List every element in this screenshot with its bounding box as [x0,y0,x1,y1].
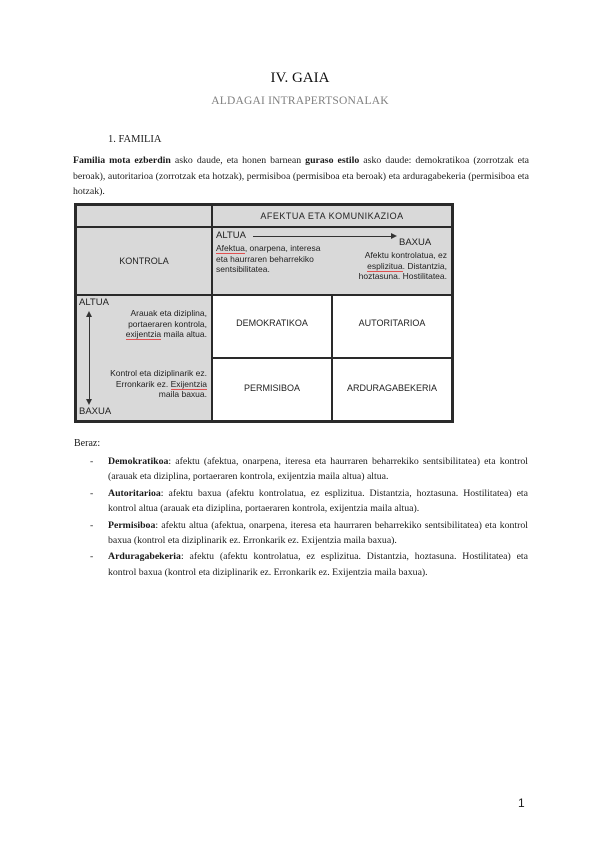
list-dash: - [90,487,94,499]
cell-demokratikoa-label: DEMOKRATIKOA [236,318,308,328]
beraz-label: Beraz: [74,438,101,449]
styles-list [90,454,528,581]
control-high-a: Arauak eta diziplina, portaeraren kontrola, [128,308,207,329]
intro-bold-2: guraso estilo [305,155,360,166]
control-low-word: Exijentzia [170,378,207,389]
cell-demokratikoa [213,296,331,357]
affect-low-label: BAXUA [399,237,432,248]
affect-low-b: . Distantzia, hoztasuna. Hostilitatea. [358,260,447,281]
list-item-text: : afektu (afektua, onarpena, iteresa eta haurraren beharrekiko sentsibilitatea) eta kontrol (arauak eta diziplina, portaeraren kontrola, exijentzia maila altua) altua. [108,456,528,483]
control-scale-cell [77,296,211,420]
cell-autoritarioa-label: AUTORITARIOA [358,318,426,328]
page-number: 1 [518,796,525,810]
page-title: IV. GAIA [270,70,330,86]
intro-paragraph [73,153,529,200]
cell-arduragabekeria-label: ARDURAGABEKERIA [346,383,438,393]
control-low-b: maila baxua. [158,389,207,399]
control-low-a: Kontrol eta diziplinarik ez. Erronkarik ez. [110,368,207,389]
list-dash: - [90,551,94,563]
table-corner-cell [77,206,211,226]
affect-high-rest: , onarpena, interesa eta haurraren beharrekiko sentsibilitatea. [216,243,321,274]
control-high-label: ALTUA [79,297,109,308]
control-arrow-head-down [86,399,92,405]
affect-high-desc [216,243,326,275]
intro-text-1: asko daude, eta honen barnean [170,155,306,166]
row-header-label: KONTROLA [119,256,169,266]
parenting-styles-table [74,203,454,423]
list-item [90,518,528,549]
affect-low-a: Afektu kontrolatua, ez [364,250,447,260]
section-heading: 1. FAMILIA [108,134,162,145]
page-subtitle: ALDAGAI INTRAPERTSONALAK [211,95,389,107]
list-item-text: : afektu (afektu kontrolatua, ez esplizitua. Distantzia, hoztasuna. Hostilitatea) eta kontrol baxua (kontrol eta diziplinarik ez. Erronkarik ez. Exijentzia maila baxua). [108,551,528,578]
control-high-b: maila altua. [161,329,207,339]
cell-arduragabekeria [333,359,451,420]
control-low-desc [95,368,207,400]
intro-text-2: asko daude: demokratikoa (zorrotzak eta beroak), autoritarioa (zorrotzak eta hotzak), permisiboa (permisiboa eta beroak) eta arduragabekeria (permisiboa eta hotzak). [73,155,530,198]
list-item-name: Arduragabekeria [108,551,181,563]
list-item-text: : afektu baxua (afektu kontrolatua, ez esplizitua. Distantzia, hoztasuna. Hostilitatea) eta kontrol altua (arauak eta diziplina, portaeraren kontrola, exijentzia maila altua). [108,487,528,515]
affect-arrow-head [391,233,397,239]
affect-low-word: esplizitua [367,260,403,271]
list-item [90,486,528,517]
control-low-label: BAXUA [79,406,112,417]
intro-bold-1: Familia mota ezberdin [73,155,171,166]
list-item-name: Permisiboa [108,519,156,531]
list-item-name: Autoritarioa [108,487,161,499]
affect-scale-cell [213,228,451,294]
list-item-name: Demokratikoa [108,456,169,467]
table-header-cell [213,206,451,226]
control-arrow-line [89,316,90,400]
row-header-cell [77,228,211,294]
list-item-text: : afektu altua (afektua, onarpena, iteresa eta haurraren beharrekiko sentsibilitatea) eta kontrol baxua (kontrol eta diziplinarik ez. Erronkarik ez. Exijentzia maila baxua). [108,519,528,547]
table-header-label: AFEKTUA ETA KOMUNIKAZIOA [260,211,404,221]
affect-high-word: Afektua [216,243,245,253]
list-item [90,454,528,485]
cell-permisiboa [213,359,331,420]
control-high-desc [99,308,207,340]
cell-permisiboa-label: PERMISIBOA [243,383,300,393]
affect-high-label: ALTUA [216,230,246,241]
list-dash: - [90,456,94,467]
control-high-word: exijentzia [125,329,162,339]
affect-low-desc [341,250,447,282]
list-dash: - [90,519,94,531]
cell-autoritarioa [333,296,451,357]
affect-arrow-line [253,236,391,237]
list-item [90,549,528,580]
